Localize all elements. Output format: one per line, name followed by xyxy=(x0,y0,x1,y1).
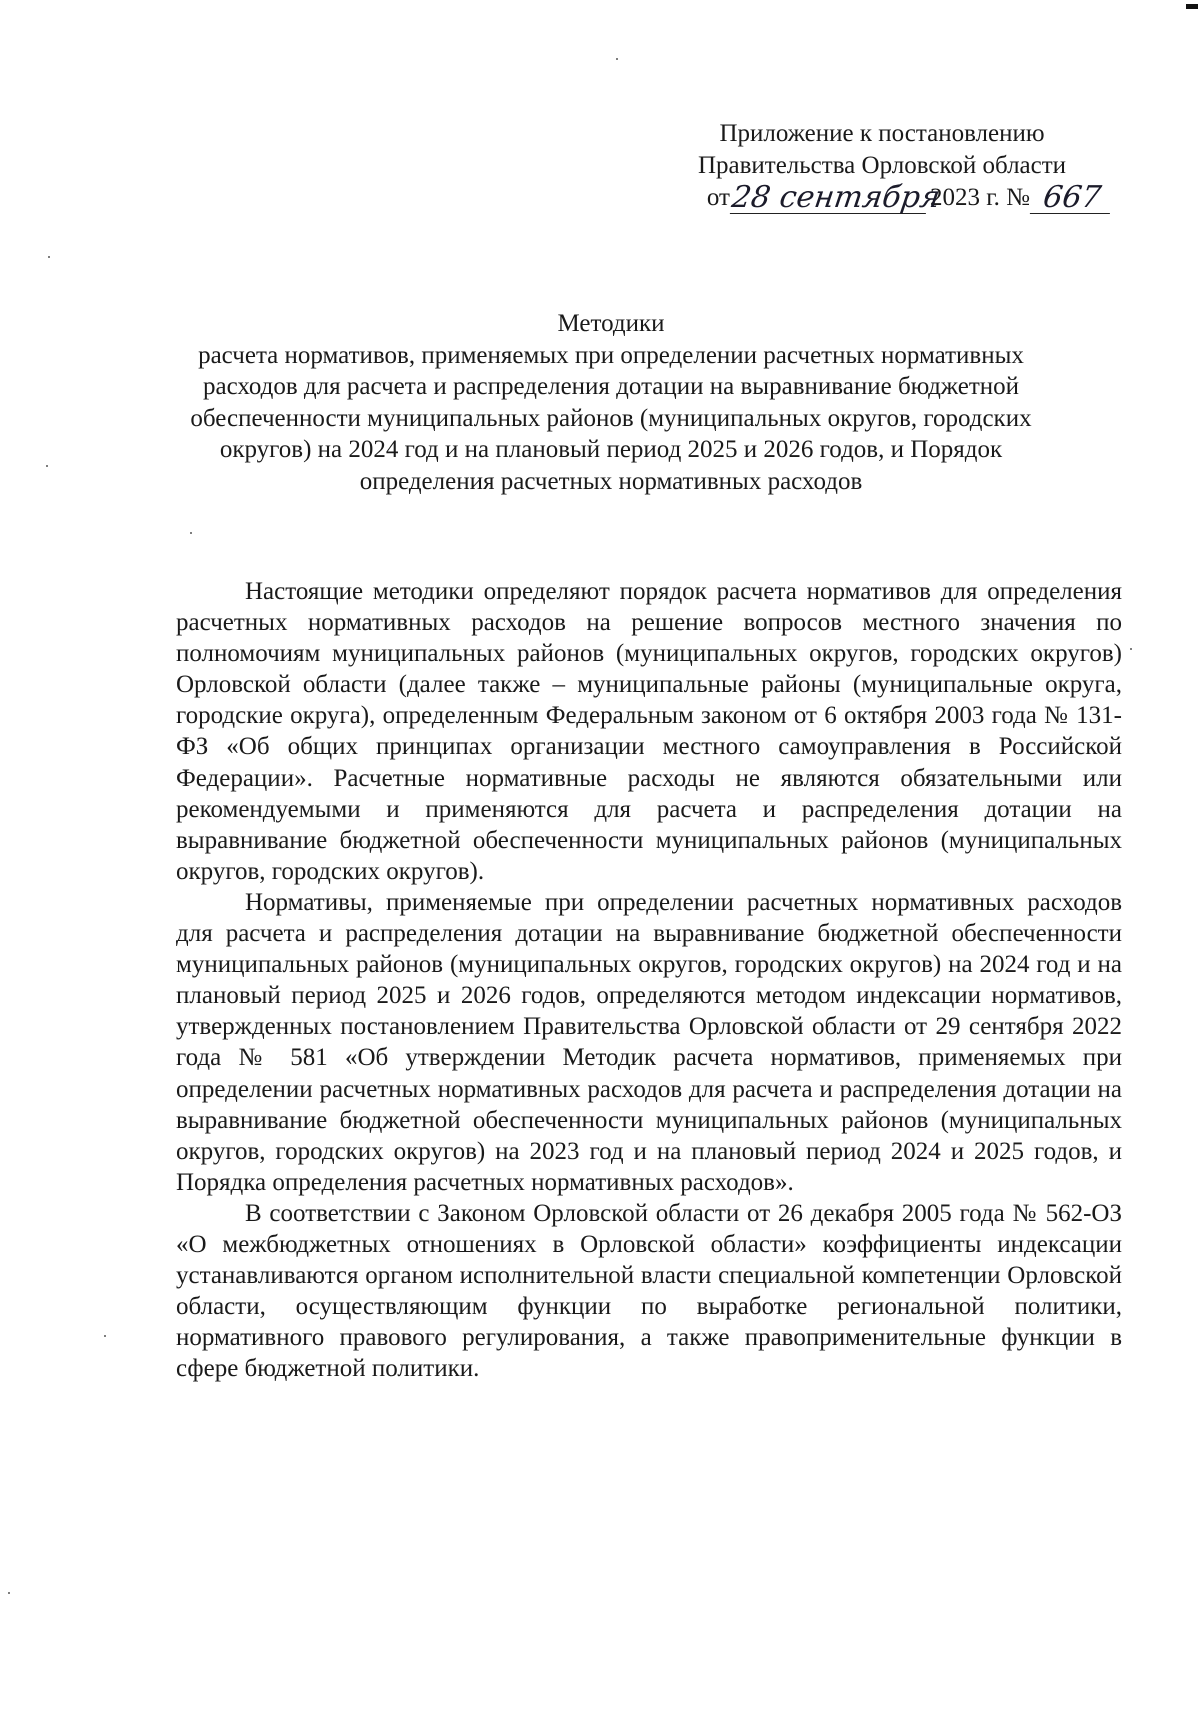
scan-corner-mark xyxy=(1186,4,1198,9)
header-date-line xyxy=(652,182,1112,214)
header-year-suffix: 2023 г. № xyxy=(929,184,1030,211)
body-paragraph: Настоящие методики определяют порядок расчета нормативов для определения расчетных нормативных расходов на решение вопросов местного значения по полномочиям муниципальных районов (муниципальных округов, городских округов) Орловской области (далее также – муниципальные районы (муниципальные округа, городские округа), определенным Федеральным законом от 6 октября 2003 года № 131-ФЗ «Об общих принципах организации местного самоуправления в Российской Федерации». Расчетные нормативные расходы не являются обязательными или рекомендуемыми и применяются для расчета и распределения дотации на выравнивание бюджетной обеспеченности муниципальных районов (муниципальных округов, городских округов). xyxy=(176,578,1122,885)
body-paragraph: Нормативы, применяемые при определении расчетных нормативных расходов для расчета и распределения дотации на выравнивание бюджетной обеспеченности муниципальных районов (муниципальных округов, городских округов) на 2024 год и на плановый период 2025 и 2026 годов, определяются методом индексации нормативов, утвержденных постановлением Правительства Орловской области от 29 сентября 2022 года № 581 «Об утверждении Методик расчета нормативов, применяемых при определении расчетных нормативных расходов для расчета и распределения дотации на выравнивание бюджетной обеспеченности муниципальных районов (муниципальных округов, городских округов) на 2023 год и на плановый период 2024 и 2025 годов, и Порядка определения расчетных нормативных расходов». xyxy=(176,888,1122,1196)
title-subtitle: расчета нормативов, применяемых при определении расчетных нормативных расходов для расчета и распределения дотации на выравнивание бюджетной обеспеченности муниципальных районов (муниципальных округов, городских округов) на 2024 год и на плановый период 2025 и 2026 годов, и Порядок определения расчетных нормативных расходов xyxy=(190,341,1032,495)
title-main: Методики xyxy=(557,310,665,337)
scan-speck xyxy=(1130,648,1132,650)
attachment-header xyxy=(652,118,1112,214)
handwritten-date: 28 сентября xyxy=(729,180,943,215)
header-line-2: Правительства Орловской области xyxy=(697,152,1067,179)
scan-speck xyxy=(190,532,192,534)
scan-speck xyxy=(104,1335,106,1337)
header-line-1: Приложение к постановлению xyxy=(719,120,1045,147)
body-paragraph: В соответствии с Законом Орловской области от 26 декабря 2005 года № 562-ОЗ «О межбюджетных отношениях в Орловской области» коэффициенты индексации устанавливаются органом исполнительной власти специальной компетенции Орловской области, осуществляющим функции по выработке региональной политики, нормативного правового регулирования, а также правоприменительные функции в сфере бюджетной политики. xyxy=(176,1199,1122,1383)
scan-speck xyxy=(616,58,618,60)
document-title xyxy=(172,308,1050,497)
scan-speck xyxy=(46,465,48,467)
header-date-prefix: от xyxy=(706,184,730,211)
scan-speck xyxy=(48,256,50,258)
document-body xyxy=(176,576,1122,1384)
scan-speck xyxy=(8,1592,10,1594)
handwritten-number: 667 xyxy=(1030,183,1114,214)
